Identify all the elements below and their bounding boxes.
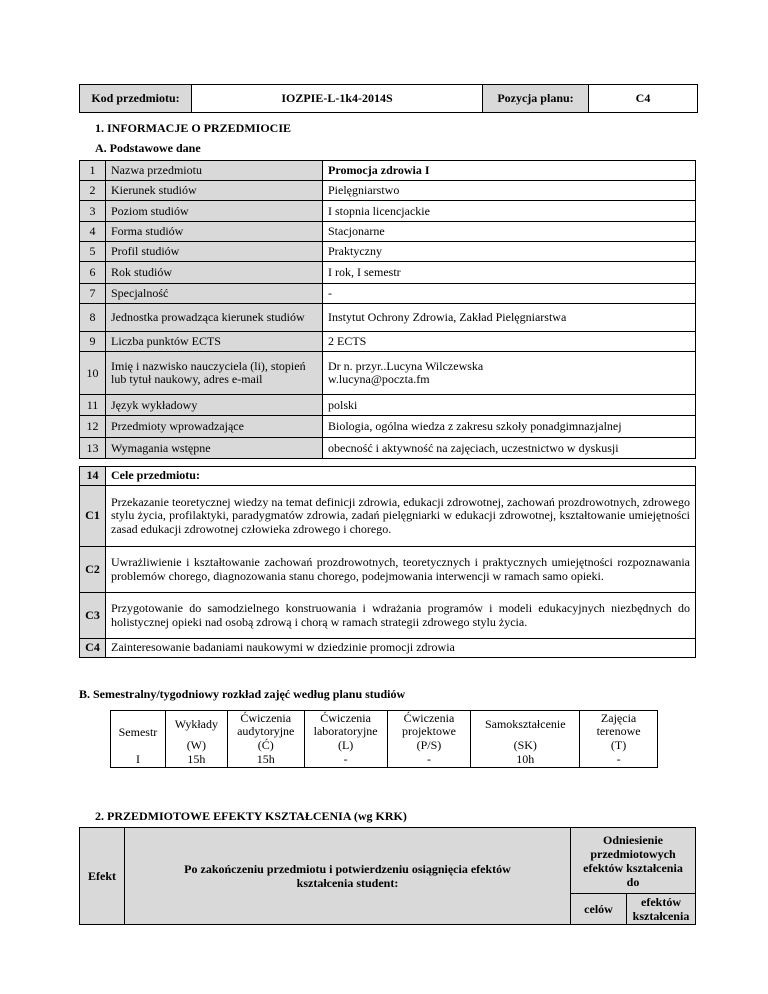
effects-column-header: efektów kształcenia: [627, 894, 696, 925]
row-number: 7: [80, 284, 106, 304]
row-label: Poziom studiów: [106, 201, 323, 222]
row-value: 2 ECTS: [323, 332, 696, 352]
goal-code: C3: [80, 593, 106, 639]
row-label: Profil studiów: [106, 242, 323, 262]
table-row: [80, 222, 696, 242]
column-abbrev: (SK): [471, 739, 580, 753]
schedule-table: [110, 710, 658, 768]
table-row: [80, 593, 696, 639]
auditory-exercises-value: 15h: [227, 753, 304, 768]
table-row: [80, 467, 696, 486]
table-row: [80, 352, 696, 395]
table-row: [80, 486, 696, 547]
row-value: I rok, I semestr: [323, 262, 696, 284]
row-number: 14: [80, 467, 106, 486]
field-classes-value: -: [580, 753, 658, 768]
table-row: [80, 395, 696, 416]
row-label: Rok studiów: [106, 262, 323, 284]
teacher-name: Dr n. przyr..Lucyna Wilczewska: [328, 359, 484, 373]
semester-value: I: [111, 753, 166, 768]
row-value: Biologia, ogólna wiedza z zakresu szkoły ponadgimnazjalnej: [323, 416, 696, 438]
row-number: 1: [80, 161, 106, 181]
column-header: Samokształcenie: [471, 711, 580, 739]
table-row: [80, 639, 696, 658]
row-number: 9: [80, 332, 106, 352]
row-value: I stopnia licencjackie: [323, 201, 696, 222]
row-value: Stacjonarne: [323, 222, 696, 242]
table-row: [80, 242, 696, 262]
column-header: Ćwiczenia projektowe: [387, 711, 471, 739]
course-code-value: IOZPIE-L-1k4-2014S: [281, 91, 393, 105]
row-number: 11: [80, 395, 106, 416]
outcomes-header-row: [80, 828, 696, 894]
row-number: 6: [80, 262, 106, 284]
row-value: Pielęgniarstwo: [323, 181, 696, 201]
table-row: [80, 161, 696, 181]
table-row: [80, 547, 696, 593]
section-b-title: B. Semestralny/tygodniowy rozkład zajęć według planu studiów: [79, 687, 406, 701]
row-label: Język wykładowy: [106, 395, 323, 416]
table-row: [80, 201, 696, 222]
row-number: 10: [80, 352, 106, 395]
row-number: 12: [80, 416, 106, 438]
section-2-title: 2. PRZEDMIOTOWE EFEKTY KSZTAŁCENIA (wg KRK): [95, 809, 407, 823]
schedule-header-row: [111, 711, 658, 739]
course-header: [79, 84, 698, 113]
row-number: 5: [80, 242, 106, 262]
row-label: Kierunek studiów: [106, 181, 323, 201]
row-label: Imię i nazwisko nauczyciela (li), stopień lub tytuł naukowy, adres e-mail: [106, 352, 323, 395]
row-value: Instytut Ochrony Zdrowia, Zakład Pielęgniarstwa: [323, 304, 696, 332]
column-header: Wykłady: [165, 711, 227, 739]
table-row: [80, 181, 696, 201]
column-abbrev: (Ć): [227, 739, 304, 753]
reference-column-header: Odniesienie przedmiotowych efektów kształcenia do: [571, 828, 696, 894]
goal-code: C2: [80, 547, 106, 593]
row-number: 13: [80, 438, 106, 459]
column-header: Ćwiczenia audytoryjne: [227, 711, 304, 739]
row-number: 2: [80, 181, 106, 201]
plan-position-value: C4: [635, 91, 651, 105]
section-a-subtitle: A. Podstawowe dane: [95, 141, 201, 155]
row-label: Liczba punktów ECTS: [106, 332, 323, 352]
basic-data-table: [79, 160, 696, 459]
course-code-label: Kod przedmiotu:: [80, 85, 191, 112]
row-number: 8: [80, 304, 106, 332]
column-header: Zajęcia terenowe: [580, 711, 658, 739]
row-label: Specjalność: [106, 284, 323, 304]
goal-text: Uwrażliwienie i kształtowanie zachowań prozdrowotnych, teoretycznych i praktycznych umiejętności rozpoznawania problemów chorego, diagnozowania stanu chorego, podejmowania interwencji w ramach samo opieki.: [106, 547, 696, 593]
row-label: Nazwa przedmiotu: [106, 161, 323, 181]
column-abbrev: (L): [304, 739, 387, 753]
goal-text: Zainteresowanie badaniami naukowymi w dziedzinie promocji zdrowia: [106, 639, 696, 658]
self-study-value: 10h: [471, 753, 580, 768]
row-value: Praktyczny: [323, 242, 696, 262]
goals-column-header: celów: [571, 894, 627, 925]
table-row: [80, 262, 696, 284]
schedule-data-row: [111, 753, 658, 768]
lectures-value: 15h: [165, 753, 227, 768]
row-value: [323, 352, 696, 395]
plan-position-label: Pozycja planu:: [483, 85, 588, 112]
row-label: Forma studiów: [106, 222, 323, 242]
row-number: 3: [80, 201, 106, 222]
learning-outcomes-table: [79, 827, 696, 925]
course-name-value: Promocja zdrowia I: [323, 161, 696, 181]
row-label: Wymagania wstępne: [106, 438, 323, 459]
column-header: Semestr: [111, 711, 166, 739]
row-value: polski: [323, 395, 696, 416]
table-row: [80, 332, 696, 352]
column-abbrev: (T): [580, 739, 658, 753]
row-label: Przedmioty wprowadzające: [106, 416, 323, 438]
column-abbrev: [111, 739, 166, 753]
row-number: 4: [80, 222, 106, 242]
goal-text: Przekazanie teoretycznej wiedzy na temat definicji zdrowia, edukacji zdrowotnej, zachowań prozdrowotnych, zdrowego stylu życia, profilaktyki, paradygmatów zdrowia, zadań pielęgniarki w edukacji zdrowotnej, kształtowanie umiejętności zasad edukacji zdrowotnej człowieka zdrowego i chorego.: [106, 486, 696, 547]
lab-exercises-value: -: [304, 753, 387, 768]
table-row: [80, 284, 696, 304]
schedule-abbrev-row: [111, 739, 658, 753]
table-row: [80, 304, 696, 332]
table-row: [80, 416, 696, 438]
goal-text: Przygotowanie do samodzielnego konstruowania i wdrażania programów i modeli edukacyjnych niezbędnych do holistycznej opieki nad osobą zdrową i chorą w ramach strategii zdrowego stylu życia.: [106, 593, 696, 639]
row-label: Jednostka prowadząca kierunek studiów: [106, 304, 323, 332]
effect-column-header: Efekt: [80, 828, 125, 925]
row-value: obecność i aktywność na zajęciach, uczestnictwo w dyskusji: [323, 438, 696, 459]
section-1-title: 1. INFORMACJE O PRZEDMIOCIE: [95, 121, 292, 135]
project-exercises-value: -: [387, 753, 471, 768]
table-row: [80, 438, 696, 459]
column-abbrev: (W): [165, 739, 227, 753]
teacher-email: w.lucyna@poczta.fm: [328, 372, 430, 386]
row-value: -: [323, 284, 696, 304]
goal-code: C4: [80, 639, 106, 658]
description-column-header: Po zakończeniu przedmiotu i potwierdzeniu osiągnięcia efektów kształcenia student:: [125, 828, 571, 925]
goals-title: Cele przedmiotu:: [106, 467, 696, 486]
goal-code: C1: [80, 486, 106, 547]
course-goals-table: [79, 466, 696, 658]
column-header: Ćwiczenia laboratoryjne: [304, 711, 387, 739]
column-abbrev: (P/S): [387, 739, 471, 753]
